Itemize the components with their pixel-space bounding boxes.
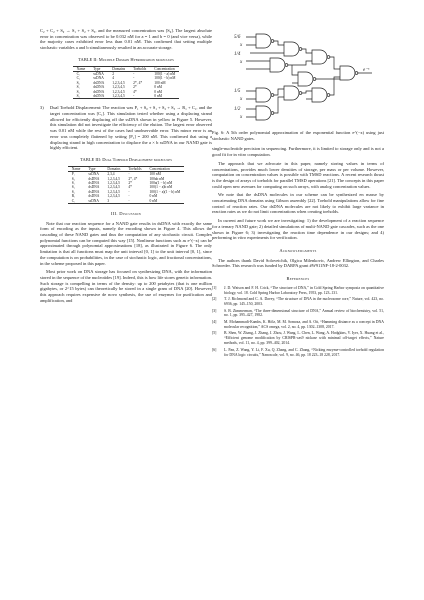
table-cell: dsDNA: [93, 85, 105, 90]
table-cell: 4*: [133, 89, 137, 94]
list-item-text: Dual Toehold Displacement: The reaction was P₁ + S₀ + S₁ + S₂ + S₃ → R₁ + C₁, and the target concentration was [C₁]. This simulation tested whether using a displacing strand allowed for efficiently displacing off the ssDNA shown in yellow in Figure 5. However, this simulation did not investigate the efficiency of the elution. The largest error observed was 0.01 nM while the rest of the cases had unobservable error. This minor error is an error was completely flattened by setting [P₁] = 200 nM. This confirmed that using a displacing strand in high concentration to displace the a × b ssDNA in our NAND gate is highly efficient.: [50, 105, 212, 151]
table-header-cell: Concentration: [154, 66, 175, 71]
gate-bubble: [271, 40, 274, 43]
table-cell: R₁: [71, 194, 76, 199]
table-cell: P₁: [71, 172, 76, 177]
reference-item: [212, 297, 384, 307]
reference-number: [5]: [212, 331, 217, 336]
table-2-caption: TABLE II: Multiple Domain Hybridization molecules: [78, 56, 174, 62]
table-cell: 1,2,3,4,5: [112, 93, 125, 98]
table-header-cell: Name: [71, 166, 81, 171]
table-header-cell: Name: [76, 66, 86, 71]
table-cell: -: [133, 71, 135, 76]
input-label: 1/2: [234, 107, 241, 112]
input-label: x: [240, 43, 243, 48]
table-cell: C₂: [76, 76, 81, 81]
acknowledgments-text: The authors thank David Soloveichik, Olgica Milenkovic, Andrew Ellington, and Charles Schroeder. This research was funded by DARPA grant #W911NF-18-2-0032.: [212, 257, 384, 269]
table-cell: dsDNA: [88, 189, 100, 194]
table-cell: -: [128, 189, 130, 194]
table-cell: dsDNA: [88, 185, 100, 190]
table-2: [73, 66, 180, 100]
section-heading-acknowledgments: Acknowledgments: [279, 247, 317, 253]
table-cell: 1,2,3,4,5: [107, 180, 120, 185]
gate-bubble: [271, 112, 274, 115]
table-cell: 3: [107, 198, 110, 203]
table-cell: 100a(1 − b) nM: [149, 180, 173, 185]
reference-item: [212, 309, 384, 319]
gate-bubble: [299, 48, 302, 51]
table-cell: 1,2,3,4,5: [107, 189, 120, 194]
table-cell: -: [128, 194, 130, 199]
discussion-paragraph-1: Note that our reaction sequence for a NAND gate results in dsDNA with exactly the same form of encoding as the inputs, namely the encoding shown in Figure 4. This allows the cascading of these NAND gates and thus the computation of any stochastic circuit. Complex polynomial functions can be computed this way [15]. Nonlinear functions such as e^(−x) can be approximated through polynomial approximations [18], as illustrated in Figure 6. The only limitation is that all functions must map the unit interval [0, 1] to the unit interval [0, 1], since the computation is on probabilities, in the case of stochastic logic, and fractional concentrations, in the scheme proposed in this paper.: [40, 220, 212, 266]
reference-number: [2]: [212, 297, 217, 302]
table-header-cell: Type: [88, 166, 96, 171]
table-cell: dsDNA: [88, 194, 100, 199]
figure-6-caption: Fig. 6: A 5th order polynomial approximation of the exponential function e^(−x) using just stochastic NAND gates.: [212, 130, 384, 141]
input-label: x: [240, 97, 243, 102]
reference-number: [6]: [212, 347, 217, 352]
reference-text: S. B. Zimmerman, “The three-dimensional structure of DNA,” Annual review of biochemistry, vol. 51, no. 1, pp. 395–427, 1982.: [224, 308, 384, 318]
right-paragraph-3: We note that the dsDNA molecules in our scheme can be synthesized en masse by concatenating DNA domains using Gibson assembly [22]. Toehold manipulations allow for fine control of reaction rates. Our dsDNA molecules are not likely to exhibit large variance in reaction rates as we do not limit concentrations when creating toeholds.: [212, 192, 384, 215]
discussion-paragraph-2: Most prior work on DNA storage has focused on synthesizing DNA, with the information stored in the sequence of the nucleotides [19]. Indeed, this is how life stores genetic information. Such storage is compelling in terms of the density: up to 200 petabytes (that is one million gigabytes, or 2^15 bytes) can theoretically be stored in a single gram of DNA [20]. However, this approach requires expensive de novo synthesis, the use of enzymes for purification and amplification, and: [40, 269, 212, 303]
gate-bubble: [299, 92, 302, 95]
input-label: 5/6: [234, 35, 241, 40]
table-cell: -: [133, 76, 135, 81]
right-paragraph-1: single-nucleotide precision in sequencing. Furthermore, it is limited to storage only and is not a good fit for in vitro computation.: [212, 146, 384, 158]
list-item-3: [40, 105, 212, 151]
section-heading-references: References: [286, 276, 310, 282]
nand-gate: [340, 66, 355, 80]
gate-bubble: [285, 64, 288, 67]
reference-number: [4]: [212, 319, 217, 324]
reference-number: [3]: [212, 308, 217, 313]
table-cell: ssDNA: [88, 172, 99, 177]
table-cell: C₁: [76, 71, 81, 76]
table-cell: 0 nM: [154, 89, 162, 94]
table-cell: 2*: [128, 180, 132, 185]
table-cell: S₃: [76, 93, 80, 98]
table-cell: ssDNA: [88, 198, 99, 203]
input-label: x: [240, 115, 243, 120]
table-cell: 100ab nM: [149, 176, 165, 181]
table-3: [68, 166, 184, 204]
table-cell: -: [128, 172, 130, 177]
nand-gate: [284, 42, 299, 56]
table-cell: 0 nM: [149, 198, 158, 203]
left-column: [40, 28, 212, 306]
table-cell: S₀: [76, 80, 80, 85]
reference-list: [212, 286, 384, 358]
nand-gate: [256, 34, 271, 48]
nand-gate: [298, 72, 313, 86]
table-3-caption: TABLE III: Dual Toehold Displacement molecules: [80, 156, 172, 162]
gate-bubble: [313, 78, 316, 81]
table-cell: 1,2,3,4,5: [112, 85, 125, 90]
output-label: e⁻ˣ: [363, 68, 370, 73]
reference-text: M. Mohammadi-Kambs, K. Hölz, M. M. Somoza, and A. Ott, “Hamming distance as a concept in DNA molecular recognition,” ACS omega, vol. 2, no. 4, pp. 1302–1308, 2017.: [224, 319, 384, 329]
table-cell: 1,2,3,4,5: [107, 176, 120, 181]
reference-item: [212, 348, 384, 358]
table-header-cell: Type: [93, 66, 101, 71]
table-cell: 1,2,3,4,5: [107, 194, 120, 199]
input-label: 1/4: [234, 52, 241, 57]
right-paragraph-2: The approach that we advocate in this paper, namely storing values in terms of concentrations, provides much lower densities of storage, per mass or per volume. However, computation on concentration values is possible with TMSD reactions. A recent research thrust is the design of arrays of toeholds for parallel TMSD operations [21]. The concepts in this paper could open new avenues for computing on such arrays, with analog concentration values.: [212, 160, 384, 189]
table-cell: 100 nM: [149, 172, 161, 177]
table-header-cell: Domains: [112, 66, 126, 71]
circuit-wires: [246, 37, 372, 83]
table-cell: 2,3,4: [107, 172, 115, 177]
section-heading-discussion: III. Discussion: [110, 210, 142, 216]
table-cell: dsDNA: [93, 89, 105, 94]
table-cell: ssDNA: [93, 71, 104, 76]
table-cell: ssDNA: [93, 76, 104, 81]
reference-item: [212, 320, 384, 330]
table-cell: 2*: [133, 85, 137, 90]
table-cell: dsDNA: [88, 176, 100, 181]
right-paragraph-4: In current and future work we are investigating: 1) the development of a reaction sequence for a ternary NAND gate; 2) detailed simulations of multi-NAND gate cascades, such as the one shown in Figure 6; 3) investigating the reaction time dependence in our designs; and 4) performing in vitro experiments for verification.: [212, 218, 384, 241]
table-cell: S₂: [76, 89, 80, 94]
table-cell: 0 nM: [149, 194, 158, 199]
table-cell: 2: [112, 71, 114, 76]
table-header-cell: Toeholds: [128, 166, 142, 171]
table-cell: S₁: [71, 180, 76, 185]
table-cell: 100(1 − a) nM: [154, 71, 176, 76]
input-label: 1/5: [234, 89, 241, 94]
table-cell: S₂: [71, 185, 76, 190]
reference-text: B. Shen, W. Zhang, J. Zhang, J. Zhou, J. Wang, L. Chen, L. Wang, A. Hodgkins, V. Iyer, X. Huang et al., “Efficient genome modification by CRISPR-cas9 nickase with minimal off-target effects,” Nature methods, vol. 11, no. 4, pp. 399–402, 2014.: [224, 331, 384, 346]
table-cell: dsDNA: [93, 93, 105, 98]
nand-circuit-diagram: [212, 28, 384, 128]
table-cell: C₁: [71, 198, 76, 203]
table-row: [68, 199, 184, 204]
reference-text: T. J. Richmond and C. A. Davey, “The structure of DNA in the nucleosome core,” Nature, vol. 423, no. 6936, pp. 145–150, 2003.: [224, 297, 384, 307]
table-row: [73, 94, 180, 99]
gate-bubble: [355, 72, 358, 75]
table-cell: 0 nM: [154, 93, 162, 98]
gate-bubble: [271, 94, 274, 97]
nand-gate: [270, 58, 285, 72]
table-header-cell: Toeholds: [133, 66, 147, 71]
nand-gate: [256, 88, 271, 102]
nand-gate: [312, 88, 327, 102]
table-cell: 4: [112, 76, 114, 81]
table-cell: 1,2,3,4,5: [112, 89, 125, 94]
table-cell: 100(1 − a)b nM: [149, 185, 173, 190]
reference-item: [212, 331, 384, 346]
list-item-number: 3): [40, 105, 44, 111]
table-header-cell: Domains: [107, 166, 121, 171]
nand-gate: [284, 86, 299, 100]
table-cell: 2*, 4*: [133, 80, 143, 85]
table-cell: -: [133, 93, 135, 98]
figure-6-nand-circuit: [212, 28, 384, 128]
nand-gate: [256, 106, 271, 120]
gate-bubble: [327, 56, 330, 59]
reference-number: [1]: [212, 285, 217, 290]
table-header-cell: Concentration: [149, 166, 170, 171]
table-cell: S₃: [71, 189, 76, 194]
table-cell: 1,2,3,4,5: [112, 80, 125, 85]
table-cell: 4*: [128, 185, 132, 190]
right-column: [212, 28, 384, 359]
table-cell: 100(1 − b) nM: [154, 76, 176, 81]
reference-text: L. Pan, Z. Wang, Y. Li, F. Xu, Q. Zhang, and C. Zhang, “Nicking enzyme-controlled toehold regulation for DNA logic circuits,” Nanoscale, vol. 9, no. 46, pp. 18 223–18 228, 2017.: [224, 347, 384, 357]
table-cell: S₀: [71, 176, 76, 181]
table-cell: 100(1 − a)(1 − b) nM: [149, 189, 181, 194]
table-cell: 2*, 4*: [128, 176, 138, 181]
table-cell: dsDNA: [93, 80, 105, 85]
table-cell: -: [128, 198, 130, 203]
table-cell: 100 nM: [154, 80, 166, 85]
table-cell: 1,2,3,4,5: [107, 185, 120, 190]
table-cell: dsDNA: [88, 180, 100, 185]
table-cell: S₁: [76, 85, 80, 90]
gate-bubble: [327, 94, 330, 97]
intro-paragraph: C₂ + C₂ + S₀ → S₁ + S₂ + S₃, and the measured concentration was [S₀]. The largest absolute error in concentration was observed to be 0.032 nM for a = 1 and b = 0 (and vice versa), while the majority cases exhibited error less than 0.01 nM. This confirmed that setting multiple stochastic variables a and b simultaneously resulted in an accurate storage.: [40, 28, 212, 51]
reference-text: J. D. Watson and F. H. Crick, “The structure of DNA,” in Cold Spring Harbor symposia on quantitative biology, vol. 18. Cold Spring Harbor Laboratory Press, 1953, pp. 123–131.: [224, 285, 384, 295]
reference-item: [212, 286, 384, 296]
nand-gate: [312, 50, 327, 64]
table-cell: 0 nM: [154, 85, 162, 90]
input-label: x: [240, 60, 243, 65]
